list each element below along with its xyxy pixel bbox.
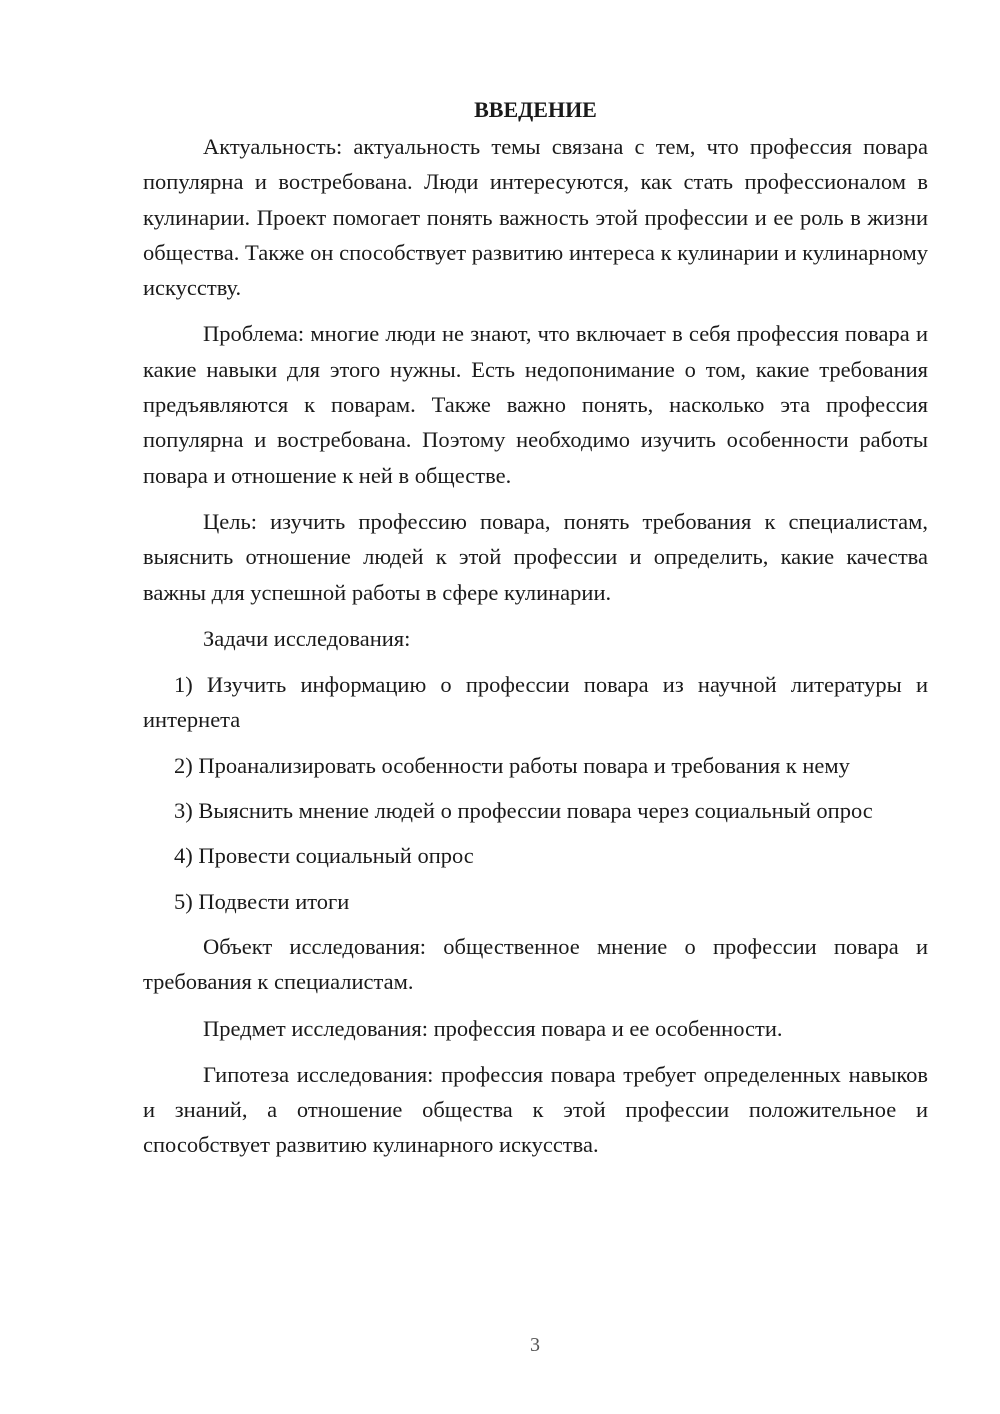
task-item: 2) Проанализировать особенности работы повара и требования к нему <box>174 752 850 778</box>
tasks-list <box>143 667 928 919</box>
task-item: 4) Провести социальный опрос <box>174 843 474 869</box>
hypothesis-paragraph: Гипотеза исследования: профессия повара требует определенных навыков и знаний, а отношение общества к этой профессии положительное и способствует развитию кулинарного искусства. <box>143 1061 928 1158</box>
page-number: 3 <box>530 1334 540 1356</box>
task-item: 3) Выяснить мнение людей о профессии повара через социальный опрос <box>174 798 873 824</box>
object-paragraph: Объект исследования: общественное мнение о профессии повара и требования к специалистам. <box>143 933 928 995</box>
goal-paragraph: Цель: изучить профессию повара, понять требования к специалистам, выяснить отношение людей к этой профессии и определить, какие качества важны для успешной работы в сфере кулинарии. <box>143 508 928 605</box>
task-item: 1) Изучить информацию о профессии повара из научной литературы и интернета <box>143 672 928 733</box>
task-item: 5) Подвести итоги <box>174 888 350 914</box>
document-page <box>143 92 928 1174</box>
tasks-title: Задачи исследования: <box>203 625 411 651</box>
section-heading: ВВЕДЕНИЕ <box>474 97 597 122</box>
relevance-paragraph: Актуальность: актуальность темы связана с тем, что профессия повара популярна и востребована. Люди интересуются, как стать профессионалом в кулинарии. Проект помогает понять важность этой профессии и ее роль в жизни общества. Также он способствует развитию интереса к кулинарии и кулинарному искусству. <box>143 134 928 301</box>
problem-paragraph: Проблема: многие люди не знают, что включает в себя профессия повара и какие навыки для этого нужны. Есть недопонимание о том, какие требования предъявляются к поварам. Также важно понять, насколько эта профессия популярна и востребована. Поэтому необходимо изучить особенности работы повара и отношение к ней в обществе. <box>143 321 928 488</box>
subject-paragraph: Предмет исследования: профессия повара и ее особенности. <box>203 1015 783 1041</box>
